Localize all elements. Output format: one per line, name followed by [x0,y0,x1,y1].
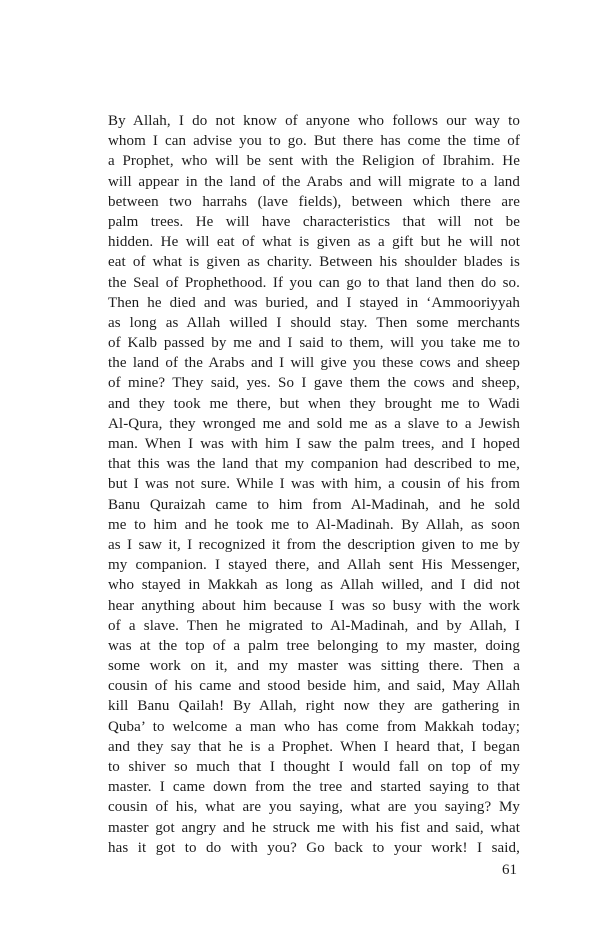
text-line: whom I can advise you to go. But there has come the time of [108,133,520,150]
text-line: palm trees. He will have characteristics that will not be [108,213,520,230]
text-line: who stayed in Makkah as long as Allah willed, and I did not [108,577,520,594]
text-line: hidden. He will eat of what is given as a gift but he will not [108,234,520,251]
text-line: eat of what is given as charity. Between his shoulder blades is [108,254,520,271]
text-line: a Prophet, who will be sent with the Religion of Ibrahim. He [108,153,520,170]
text-line: cousin of his, what are you saying, what are you saying? My [108,799,520,816]
text-line: was at the top of a palm tree belonging to my master, doing [108,637,520,654]
text-line: By Allah, I do not know of anyone who follows our way to [108,113,520,129]
text-line: that this was the land that my companion had described to me, [108,456,520,473]
text-line: the Seal of Prophethood. If you can go to that land then do so. [108,274,520,291]
page-number: 61 [502,862,517,878]
text-line: as I saw it, I recognized it from the description given to me by [108,536,520,553]
text-line: my companion. I stayed there, and Allah sent His Messenger, [108,557,520,574]
text-line: of Kalb passed by me and I said to them, will you take me to [108,335,520,352]
text-line: and they took me there, but when they brought me to Wadi [108,395,520,412]
text-line: master. I came down from the tree and started saying to that [108,779,520,796]
text-line: of mine? They said, yes. So I gave them the cows and sheep, [108,375,520,392]
text-line: has it got to do with you? Go back to your work! I said, [108,839,520,856]
text-line: between two harrahs (lave fields), between which there are [108,193,520,210]
text-line: will appear in the land of the Arabs and will migrate to a land [108,173,520,190]
text-line: master got angry and he struck me with his fist and said, what [108,819,520,836]
text-line: Banu Quraizah came to him from Al-Madinah, and he sold [108,496,520,513]
text-line: Then he died and was buried, and I stayed in ‘Ammooriyyah [108,294,520,311]
text-line: of a slave. Then he migrated to Al-Madinah, and by Allah, I [108,617,520,634]
text-line: but I was not sure. While I was with him, a cousin of his from [108,476,520,493]
text-line: me to him and he took me to Al-Madinah. By Allah, as soon [108,516,520,533]
text-line: the land of the Arabs and I will give you these cows and sheep [108,355,520,372]
text-line: Al-Qura, they wronged me and sold me as a slave to a Jewish [108,415,520,432]
text-line: as long as Allah willed I should stay. Then some merchants [108,314,520,331]
text-line: some work on it, and my master was sitting there. Then a [108,658,520,675]
text-line: hear anything about him because I was so busy with the work [108,597,520,614]
text-line: Quba’ to welcome a man who has come from Makkah today; [108,718,520,735]
text-line: cousin of his came and stood beside him, and said, May Allah [108,678,520,695]
body-text [108,111,520,858]
text-line: and they say that he is a Prophet. When I heard that, I began [108,738,520,755]
text-line: to shiver so much that I thought I would fall on top of my [108,759,520,775]
text-line: man. When I was with him I saw the palm trees, and I hoped [108,436,520,452]
text-line: kill Banu Qailah! By Allah, right now they are gathering in [108,698,520,715]
